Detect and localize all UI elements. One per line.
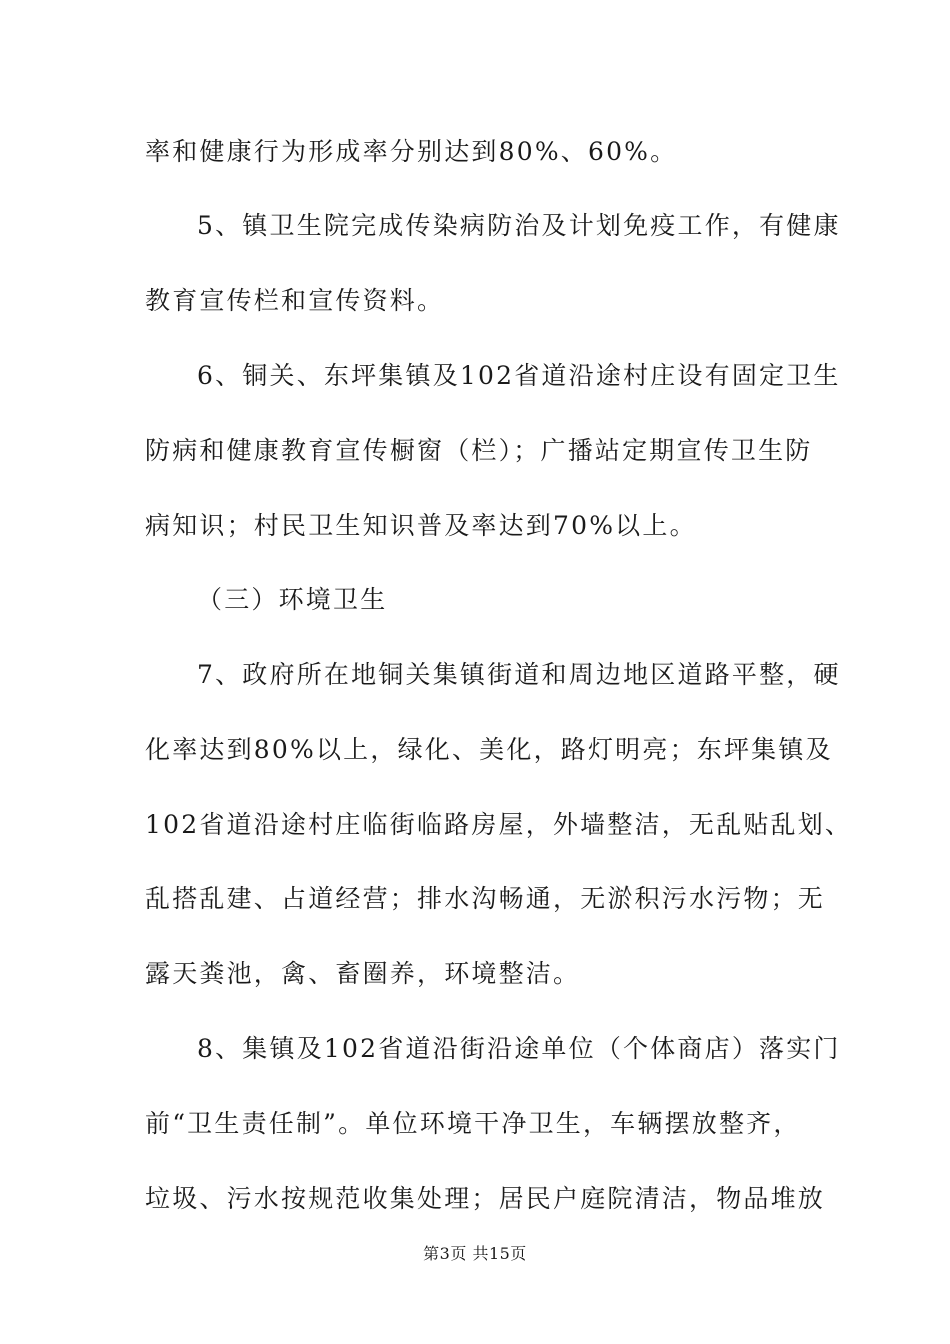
text-line: 率和健康行为形成率分别达到80%、60%。 [145,137,678,166]
text-line: 6、铜关、东坪集镇及102省道沿途村庄设有固定卫生 [197,361,841,390]
page-footer: 第3页 共15页 [423,1244,527,1263]
text-line: 教育宣传栏和宣传资料。 [145,286,445,315]
text-line: 102省道沿途村庄临街临路房屋，外墙整洁，无乱贴乱划、 [145,810,853,839]
text-line: 5、镇卫生院完成传染病防治及计划免疫工作，有健康 [197,211,841,240]
text-line: 露天粪池，禽、畜圈养，环境整洁。 [145,959,581,988]
text-line: 乱搭乱建、占道经营；排水沟畅通，无淤积污水污物；无 [145,884,826,913]
text-line: 化率达到80%以上，绿化、美化，路灯明亮；东坪集镇及 [145,735,833,764]
text-line: 7、政府所在地铜关集镇街道和周边地区道路平整，硬 [197,660,841,689]
text-line: 前“卫生责任制”。单位环境干净卫生，车辆摆放整齐， [145,1109,801,1138]
text-line: 8、集镇及102省道沿街沿途单位（个体商店）落实门 [197,1034,841,1063]
text-line: 防病和健康教育宣传橱窗（栏）；广播站定期宣传卫生防 [145,436,813,465]
text-line: 病知识；村民卫生知识普及率达到70%以上。 [145,511,697,540]
section-heading: （三）环境卫生 [197,585,388,614]
text-line: 垃圾、污水按规范收集处理；居民户庭院清洁，物品堆放 [145,1184,826,1213]
